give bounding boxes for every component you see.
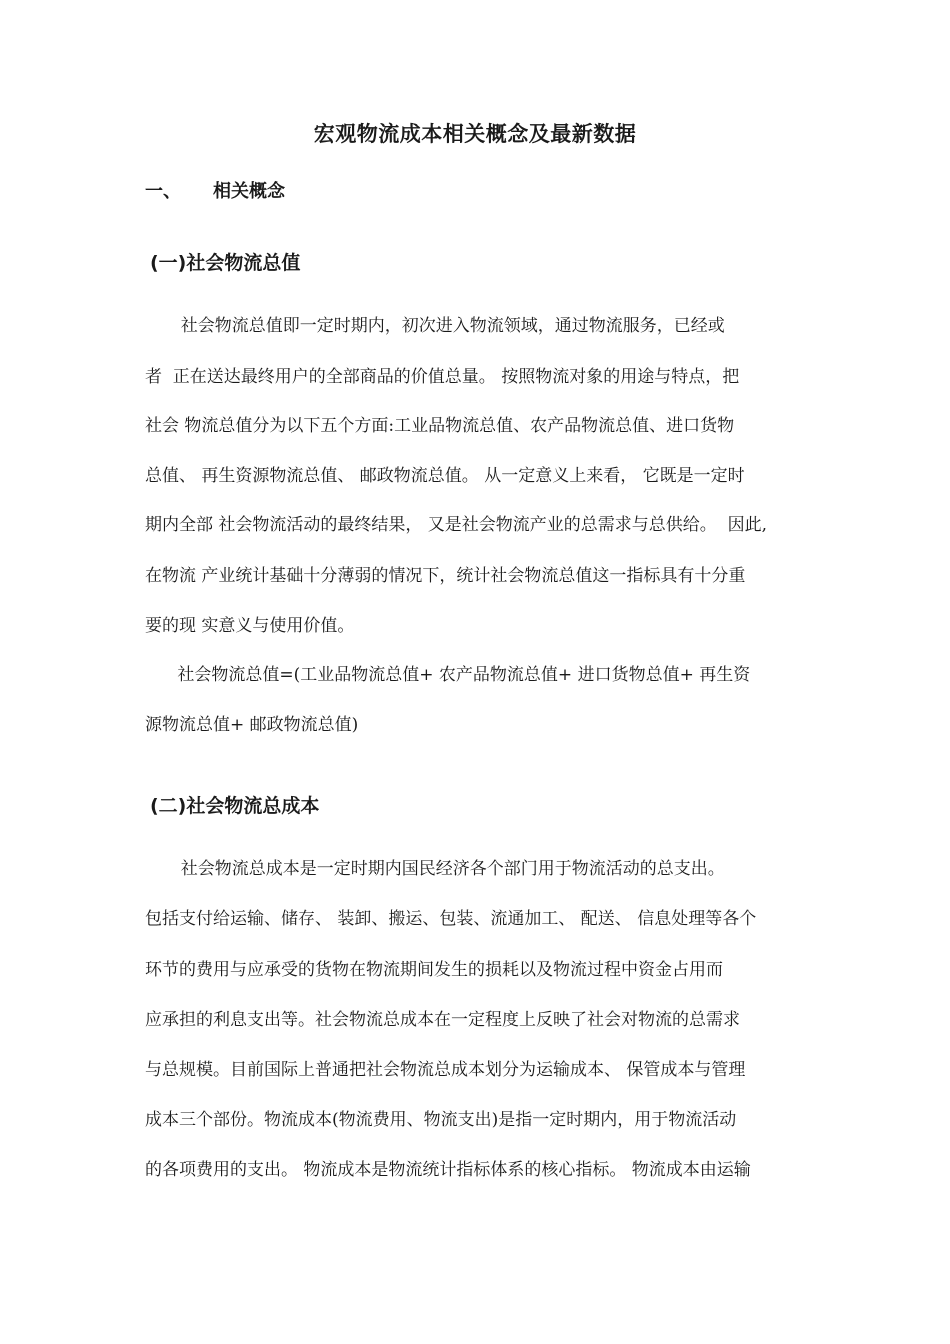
paragraph-line: 成本三个部份。物流成本(物流费用、物流支出)是指一定时期内，用于物流活动 — [145, 1110, 737, 1130]
paragraph-line: 要的现 实意义与使用价值。 — [145, 616, 355, 636]
paragraph-line: 应承担的利息支出等。社会物流总成本在一定程度上反映了社会对物流的总需求 — [145, 1010, 740, 1030]
paragraph-line: 在物流 产业统计基础十分薄弱的情况下，统计社会物流总值这一指标具有十分重 — [145, 566, 746, 586]
section-number: 一、 — [145, 181, 181, 202]
subsection-heading-1: (一)社会物流总值 — [150, 252, 301, 274]
paragraph-line: 环节的费用与应承受的货物在物流期间发生的损耗以及物流过程中资金占用而 — [145, 960, 723, 980]
paragraph-line: 的各项费用的支出。 物流成本是物流统计指标体系的核心指标。 物流成本由运输 — [145, 1160, 751, 1180]
document-title: 宏观物流成本相关概念及最新数据 — [313, 122, 637, 146]
paragraph-line: 与总规模。目前国际上普通把社会物流总成本划分为运输成本、 保管成本与管理 — [145, 1060, 746, 1080]
section-title: 相关概念 — [213, 181, 285, 202]
paragraph-line: 者 正在送达最终用户的全部商品的价值总量。 按照物流对象的用途与特点，把 — [145, 367, 740, 387]
paragraph-line: 社会物流总值即一定时期内，初次进入物流领域，通过物流服务，已经或 — [170, 316, 725, 336]
paragraph-line: 社会 物流总值分为以下五个方面:工业品物流总值、农产品物流总值、进口货物 — [145, 416, 735, 436]
subsection-heading-2: (二)社会物流总成本 — [150, 795, 320, 817]
formula-line: 源物流总值+ 邮政物流总值) — [145, 715, 359, 735]
section-heading-1 — [145, 177, 285, 203]
paragraph-line: 社会物流总成本是一定时期内国民经济各个部门用于物流活动的总支出。 — [170, 859, 725, 879]
paragraph-line: 期内全部 社会物流活动的最终结果， 又是社会物流产业的总需求与总供给。 因此, — [145, 515, 768, 535]
paragraph-line: 总值、 再生资源物流总值、 邮政物流总值。 从一定意义上来看， 它既是一定时 — [145, 466, 745, 486]
paragraph-line: 包括支付给运输、储存、 装卸、搬运、包装、流通加工、 配送、 信息处理等各个 — [145, 909, 757, 929]
formula-line: 社会物流总值=(工业品物流总值+ 农产品物流总值+ 进口货物总值+ 再生资 — [172, 665, 751, 685]
